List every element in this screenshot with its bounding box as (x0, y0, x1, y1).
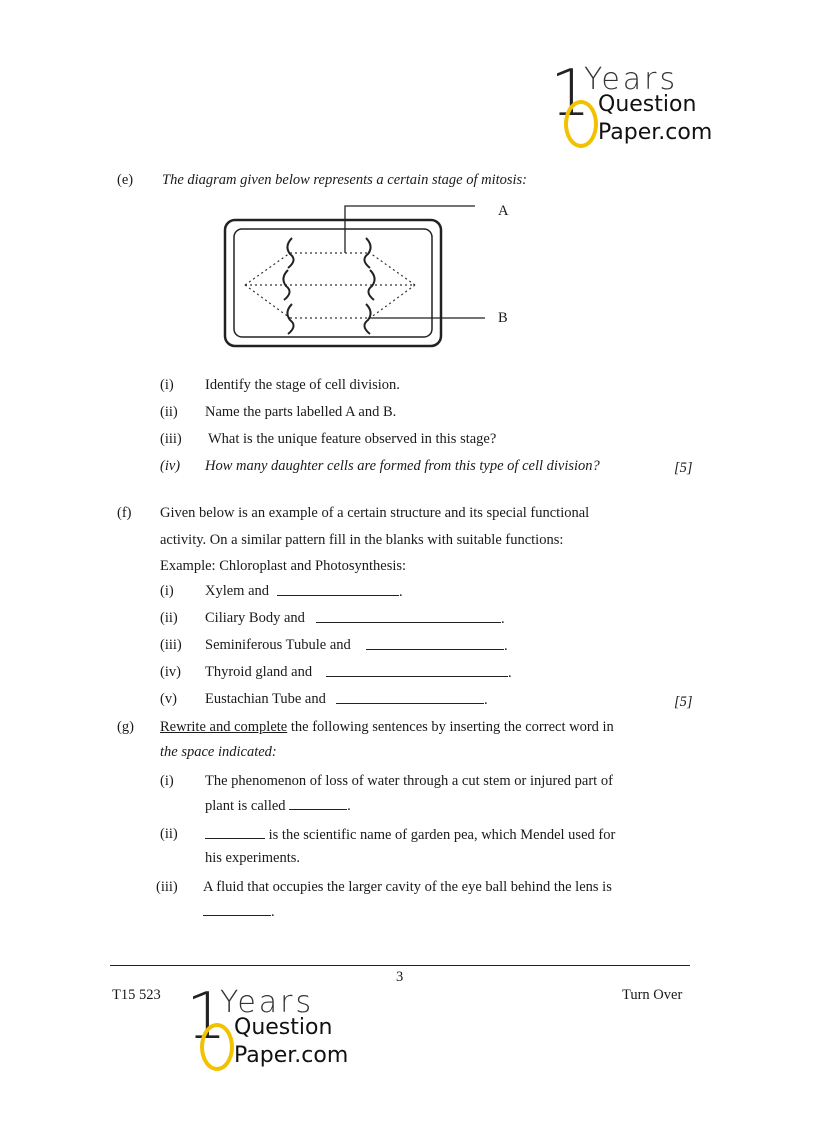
e-marks: [5] (674, 460, 693, 476)
logo-top (550, 57, 750, 152)
g-item-line1: A fluid that occupies the larger cavity of the eye ball behind the lens is (203, 879, 612, 895)
section-f-example: Example: Chloroplast and Photosynthesis: (160, 558, 407, 574)
logo-question: Question (234, 1015, 333, 1040)
diagram-label-a: A (498, 203, 509, 219)
section-g-line1-rest: the following sentences by inserting the correct word in (287, 719, 614, 735)
g-item-line2: his experiments. (205, 850, 301, 866)
e-item-num: (i) (160, 377, 174, 393)
g-item-line2-text: plant is called (205, 798, 286, 814)
diagram-label-b: B (498, 310, 508, 326)
f-item-text: Eustachian Tube and (205, 691, 326, 707)
section-f-line2: activity. On a similar pattern fill in the blanks with suitable functions: (160, 532, 564, 548)
mitosis-diagram (220, 198, 520, 353)
section-f-line1: Given below is an example of a certain structure and its special functional (160, 505, 590, 521)
e-item-text: Identify the stage of cell division. (205, 377, 400, 393)
logo-one: 1 (550, 57, 591, 131)
rewrite-complete-text: Rewrite and complete (160, 719, 288, 735)
g-item-num: (ii) (160, 826, 178, 842)
logo-zero-ring (200, 1023, 234, 1071)
f-item-num: (ii) (160, 610, 178, 626)
f-item-text: Xylem and (205, 583, 270, 599)
f-item-blank: . (277, 583, 403, 601)
logo-bottom (186, 980, 386, 1080)
section-g-label: (g) (117, 719, 134, 735)
f-item-text: Ciliary Body and (205, 610, 305, 626)
section-e-label: (e) (117, 172, 134, 188)
e-item-num: (ii) (160, 404, 178, 420)
section-f-label: (f) (117, 505, 132, 521)
e-item-num: (iv) (160, 458, 181, 474)
g-item-line2: plant is called . (205, 798, 351, 814)
f-item-blank: . (366, 637, 508, 655)
g-item-num: (iii) (156, 879, 178, 895)
e-item-num: (iii) (160, 431, 182, 447)
g-item-num: (i) (160, 773, 174, 789)
logo-years: Years (220, 985, 315, 1020)
f-item-blank: . (326, 664, 512, 682)
cell-outer-wall (225, 220, 441, 346)
section-g-line2: the space indicated: (160, 744, 277, 760)
f-item-blank: . (316, 610, 505, 628)
f-item-num: (iii) (160, 637, 182, 653)
f-item-text: Thyroid gland and (205, 664, 313, 680)
g-item-line1-text: is the scientific name of garden pea, which Mendel used for (268, 827, 616, 843)
f-item-blank: . (336, 691, 488, 709)
e-item-text: Name the parts labelled A and B. (205, 404, 397, 420)
section-e-intro: The diagram given below represents a certain stage of mitosis: (162, 172, 528, 188)
logo-years: Years (584, 62, 679, 97)
logo-paper: Paper.com (598, 120, 713, 145)
footer-rule (110, 965, 690, 966)
logo-one: 1 (186, 980, 227, 1054)
logo-question: Question (598, 92, 697, 117)
f-item-num: (i) (160, 583, 174, 599)
g-item-blank: . (203, 903, 275, 921)
f-item-num: (iv) (160, 664, 181, 680)
cell-inner-wall (234, 229, 432, 337)
turn-over: Turn Over (622, 987, 683, 1003)
logo-zero-ring (564, 100, 598, 148)
e-item-text: What is the unique feature observed in this stage? (208, 431, 497, 447)
g-item-line1: The phenomenon of loss of water through a cut stem or injured part of (205, 773, 613, 789)
chromosomes (283, 238, 374, 334)
spindle-fibres (245, 253, 415, 318)
logo-paper: Paper.com (234, 1043, 349, 1068)
section-g-line1 (160, 719, 614, 736)
f-marks: [5] (674, 694, 693, 710)
paper-code: T15 523 (112, 987, 161, 1003)
e-item-text: How many daughter cells are formed from this type of cell division? (205, 458, 600, 474)
f-item-text: Seminiferous Tubule and (205, 637, 351, 653)
g-item-line1 (205, 826, 615, 844)
page-number: 3 (396, 969, 404, 985)
f-item-num: (v) (160, 691, 177, 707)
